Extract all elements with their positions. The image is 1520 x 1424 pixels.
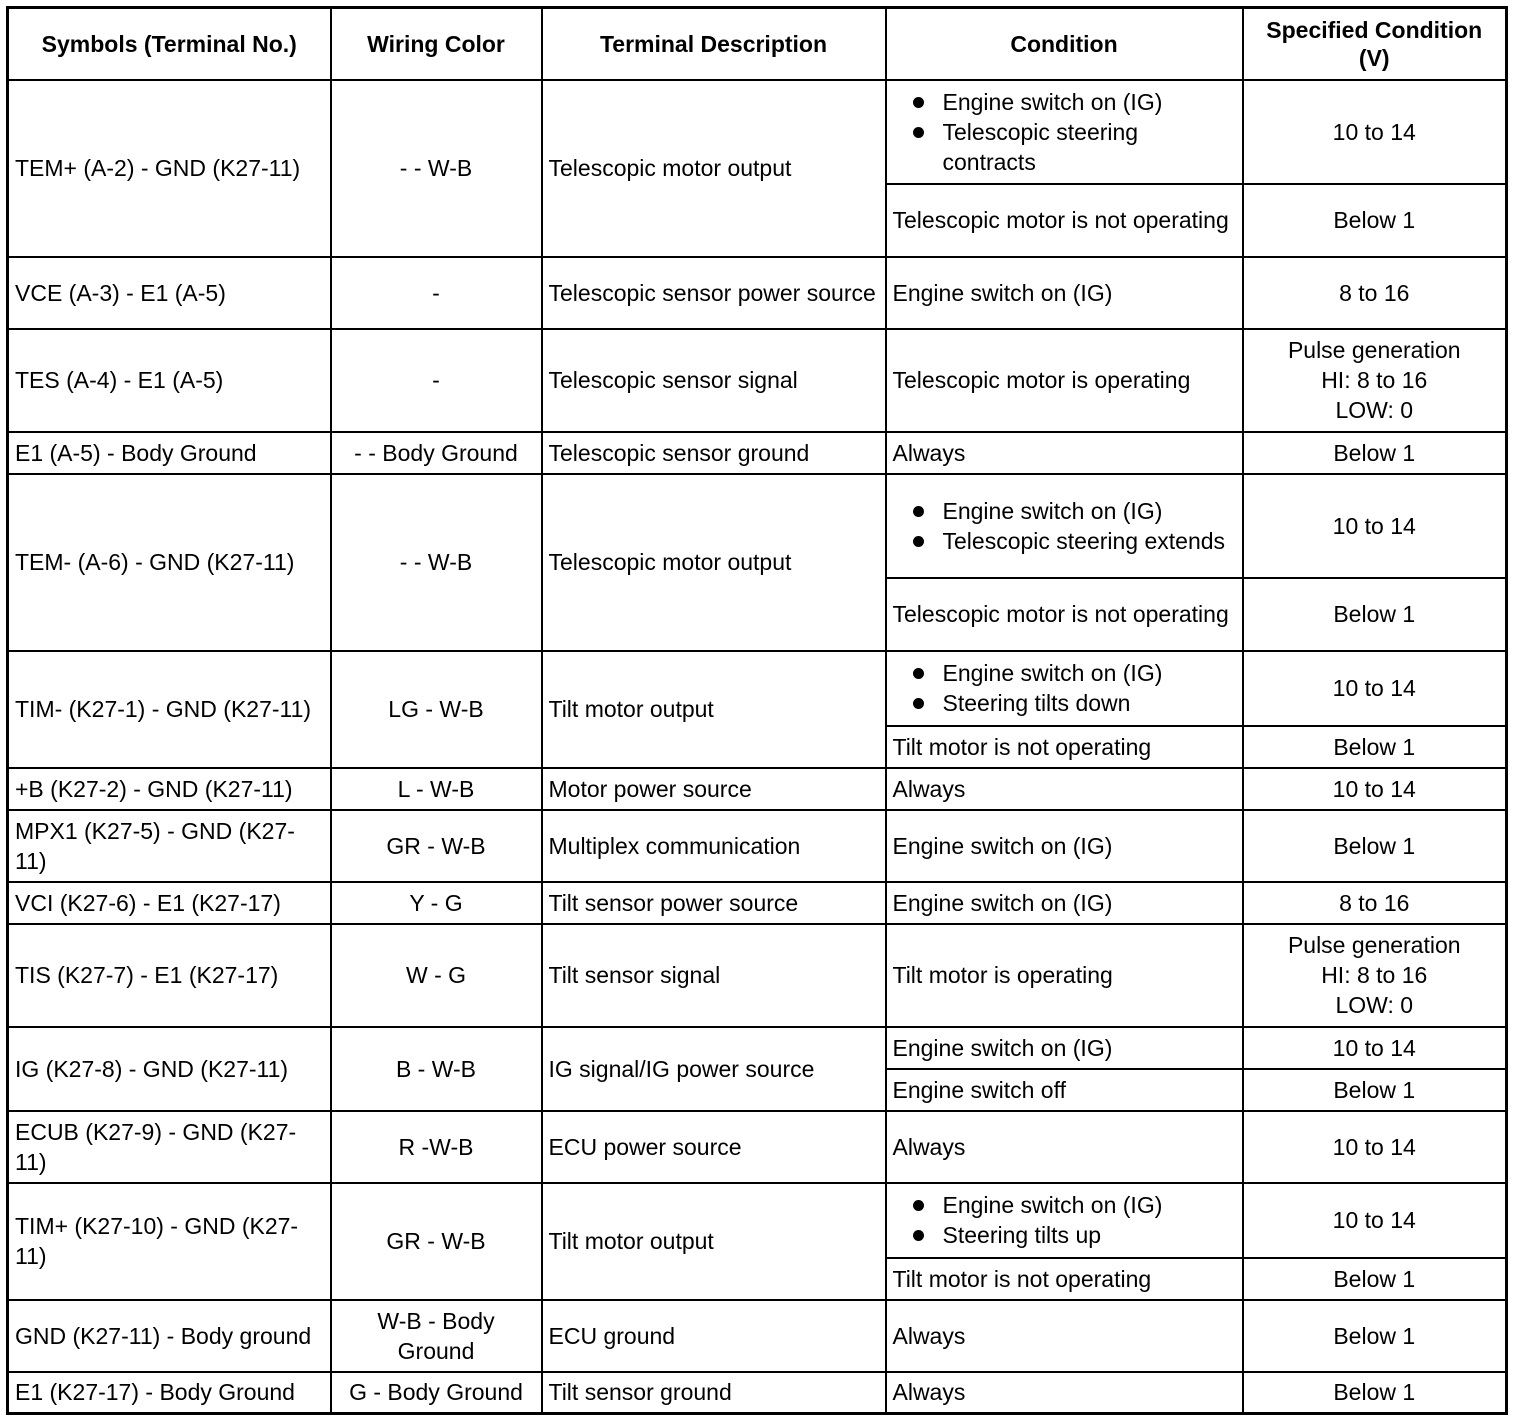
specified-condition-cell (1243, 329, 1507, 432)
condition-bullet-list (893, 496, 1236, 556)
condition-cell: Telescopic motor is not operating (886, 184, 1243, 257)
table-row (8, 1300, 1507, 1372)
symbol-cell: TIS (K27-7) - E1 (K27-17) (8, 924, 331, 1027)
specified-condition-cell (1243, 1069, 1507, 1111)
condition-cell: Telescopic motor is operating (886, 329, 1243, 432)
condition-bullet-item (893, 87, 1236, 117)
specified-condition-cell (1243, 1258, 1507, 1300)
specified-condition-line: Pulse generation (1287, 932, 1461, 958)
specified-condition-cell (1243, 257, 1507, 329)
table-row (8, 1027, 1507, 1069)
wiring-color-cell: R -W-B (331, 1111, 542, 1183)
symbol-cell: E1 (A-5) - Body Ground (8, 432, 331, 474)
specified-condition-line: Pulse generation (1287, 337, 1461, 363)
specified-condition-line: Below 1 (1333, 1379, 1416, 1406)
condition-bullet-text: Engine switch on (IG) (942, 497, 1163, 524)
specified-condition-line: 10 to 14 (1332, 1207, 1416, 1233)
symbol-cell: VCE (A-3) - E1 (A-5) (8, 257, 331, 329)
table-row (8, 882, 1507, 924)
condition-cell: Always (886, 1372, 1243, 1414)
condition-cell: Engine switch on (IG) (886, 1027, 1243, 1069)
condition-bullet-text: Engine switch on (IG) (942, 1192, 1163, 1218)
condition-cell: Always (886, 768, 1243, 810)
specified-condition-cell (1243, 1372, 1507, 1414)
wiring-color-cell: - - W-B (331, 474, 542, 651)
specified-condition-line: Below 1 (1333, 439, 1416, 466)
wiring-color-cell: - (331, 329, 542, 432)
condition-bullet-item (893, 658, 1236, 688)
description-cell: Tilt motor output (542, 1183, 886, 1300)
specified-condition-cell (1243, 1300, 1507, 1372)
specified-condition-cell (1243, 810, 1507, 882)
description-cell: Tilt sensor power source (542, 882, 886, 924)
symbol-cell: IG (K27-8) - GND (K27-11) (8, 1027, 331, 1111)
condition-bullet-item (893, 688, 1236, 718)
symbol-cell: TES (A-4) - E1 (A-5) (8, 329, 331, 432)
specified-condition-cell (1243, 882, 1507, 924)
symbol-cell: +B (K27-2) - GND (K27-11) (8, 768, 331, 810)
specified-condition-line: LOW: 0 (1335, 397, 1414, 423)
specified-condition-line: 10 to 14 (1332, 1034, 1416, 1061)
symbol-cell: VCI (K27-6) - E1 (K27-17) (8, 882, 331, 924)
specified-condition-line: 10 to 14 (1332, 775, 1416, 802)
condition-bullet-item (893, 117, 1236, 177)
table-row (8, 1111, 1507, 1183)
description-cell: Telescopic motor output (542, 80, 886, 257)
condition-cell: Always (886, 1300, 1243, 1372)
specified-condition-cell (1243, 184, 1507, 257)
symbol-cell: MPX1 (K27-5) - GND (K27-11) (8, 810, 331, 882)
description-cell: Telescopic sensor ground (542, 432, 886, 474)
specified-condition-line: Below 1 (1333, 601, 1416, 627)
specified-condition-cell (1243, 578, 1507, 651)
bullet-icon (913, 1200, 924, 1211)
specified-condition-cell (1243, 924, 1507, 1027)
specified-condition-line: Below 1 (1333, 1265, 1416, 1292)
symbol-cell: ECUB (K27-9) - GND (K27-11) (8, 1111, 331, 1183)
condition-cell: Engine switch on (IG) (886, 257, 1243, 329)
condition-cell: Engine switch off (886, 1069, 1243, 1111)
specified-condition-line: Below 1 (1333, 832, 1416, 859)
condition-bullet-list (893, 1190, 1236, 1250)
condition-bullet-text: Engine switch on (IG) (942, 88, 1163, 115)
specified-condition-line: HI: 8 to 16 (1321, 962, 1428, 988)
table-row (8, 80, 1507, 184)
specified-condition-cell (1243, 726, 1507, 768)
header-symbols: Symbols (Terminal No.) (8, 8, 331, 80)
table-row (8, 432, 1507, 474)
header-specified-condition: Specified Condition (V) (1243, 8, 1507, 80)
specified-condition-line: 10 to 14 (1332, 675, 1416, 701)
bullet-icon (913, 506, 924, 517)
wiring-color-cell: LG - W-B (331, 651, 542, 768)
condition-cell: Always (886, 1111, 1243, 1183)
table-row (8, 810, 1507, 882)
description-cell: Tilt sensor signal (542, 924, 886, 1027)
bullet-icon (913, 97, 924, 108)
condition-bullet-text: Telescopic steering contracts (942, 118, 1139, 175)
condition-cell: Engine switch on (IG) (886, 882, 1243, 924)
header-terminal-description: Terminal Description (542, 8, 886, 80)
table-row (8, 329, 1507, 432)
condition-cell: Tilt motor is not operating (886, 726, 1243, 768)
specified-condition-line: Below 1 (1333, 733, 1416, 760)
wiring-color-cell: GR - W-B (331, 810, 542, 882)
specified-condition-line: 8 to 16 (1339, 279, 1410, 306)
wiring-color-cell: - - Body Ground (331, 432, 542, 474)
description-cell: IG signal/IG power source (542, 1027, 886, 1111)
wiring-color-cell: L - W-B (331, 768, 542, 810)
specified-condition-line: HI: 8 to 16 (1321, 367, 1428, 393)
condition-bullet-text: Steering tilts up (942, 1222, 1102, 1248)
condition-bullet-list (893, 87, 1236, 177)
symbol-cell: GND (K27-11) - Body ground (8, 1300, 331, 1372)
wiring-color-cell: GR - W-B (331, 1183, 542, 1300)
specified-condition-line: Below 1 (1333, 1076, 1416, 1103)
table-row (8, 924, 1507, 1027)
description-cell: ECU ground (542, 1300, 886, 1372)
specified-condition-cell (1243, 1183, 1507, 1258)
wiring-color-cell: - (331, 257, 542, 329)
wiring-color-cell: B - W-B (331, 1027, 542, 1111)
symbol-cell: TIM- (K27-1) - GND (K27-11) (8, 651, 331, 768)
condition-cell: Tilt motor is operating (886, 924, 1243, 1027)
table-row (8, 257, 1507, 329)
specified-condition-line: 10 to 14 (1332, 118, 1416, 145)
bullet-icon (913, 536, 924, 547)
symbol-cell: TEM+ (A-2) - GND (K27-11) (8, 80, 331, 257)
description-cell: ECU power source (542, 1111, 886, 1183)
table-row (8, 1183, 1507, 1258)
specified-condition-line: 10 to 14 (1332, 1133, 1416, 1160)
symbol-cell: E1 (K27-17) - Body Ground (8, 1372, 331, 1414)
description-cell: Telescopic sensor power source (542, 257, 886, 329)
wiring-color-cell: - - W-B (331, 80, 542, 257)
condition-bullet-list (893, 658, 1236, 718)
wiring-color-cell: Y - G (331, 882, 542, 924)
bullet-icon (913, 1230, 924, 1241)
condition-cell: Always (886, 432, 1243, 474)
condition-cell (886, 651, 1243, 726)
header-wiring-color: Wiring Color (331, 8, 542, 80)
condition-bullet-text: Engine switch on (IG) (942, 660, 1163, 686)
bullet-icon (913, 698, 924, 709)
specified-condition-line: 10 to 14 (1332, 512, 1416, 539)
specified-condition-line: Below 1 (1333, 1322, 1416, 1349)
header-condition: Condition (886, 8, 1243, 80)
condition-bullet-item (893, 496, 1236, 526)
specified-condition-cell (1243, 1111, 1507, 1183)
description-cell: Tilt sensor ground (542, 1372, 886, 1414)
condition-bullet-item (893, 1220, 1236, 1250)
wiring-color-cell: W-B - Body Ground (331, 1300, 542, 1372)
specified-condition-line: 8 to 16 (1339, 889, 1410, 916)
condition-bullet-item (893, 1190, 1236, 1220)
condition-bullet-text: Steering tilts down (942, 690, 1131, 716)
specified-condition-cell (1243, 474, 1507, 578)
table-row (8, 1372, 1507, 1414)
description-cell: Telescopic motor output (542, 474, 886, 651)
specified-condition-cell (1243, 1027, 1507, 1069)
wiring-color-cell: G - Body Ground (331, 1372, 542, 1414)
bullet-icon (913, 668, 924, 679)
symbol-cell: TEM- (A-6) - GND (K27-11) (8, 474, 331, 651)
specified-condition-cell (1243, 768, 1507, 810)
specified-condition-cell (1243, 651, 1507, 726)
condition-cell: Telescopic motor is not operating (886, 578, 1243, 651)
terminal-spec-table (6, 6, 1508, 1415)
description-cell: Multiplex communication (542, 810, 886, 882)
specified-condition-cell (1243, 432, 1507, 474)
specified-condition-line: LOW: 0 (1335, 992, 1414, 1018)
wiring-color-cell: W - G (331, 924, 542, 1027)
header-row (8, 8, 1507, 80)
condition-bullet-item (893, 526, 1236, 556)
bullet-icon (913, 127, 924, 138)
condition-cell (886, 474, 1243, 578)
description-cell: Tilt motor output (542, 651, 886, 768)
specified-condition-line: Below 1 (1333, 207, 1416, 233)
condition-cell (886, 80, 1243, 184)
description-cell: Telescopic sensor signal (542, 329, 886, 432)
table-row (8, 768, 1507, 810)
table-row (8, 474, 1507, 578)
symbol-cell: TIM+ (K27-10) - GND (K27-11) (8, 1183, 331, 1300)
specified-condition-cell (1243, 80, 1507, 184)
condition-cell (886, 1183, 1243, 1258)
table-row (8, 651, 1507, 726)
condition-bullet-text: Telescopic steering extends (942, 527, 1226, 554)
condition-cell: Engine switch on (IG) (886, 810, 1243, 882)
description-cell: Motor power source (542, 768, 886, 810)
condition-cell: Tilt motor is not operating (886, 1258, 1243, 1300)
